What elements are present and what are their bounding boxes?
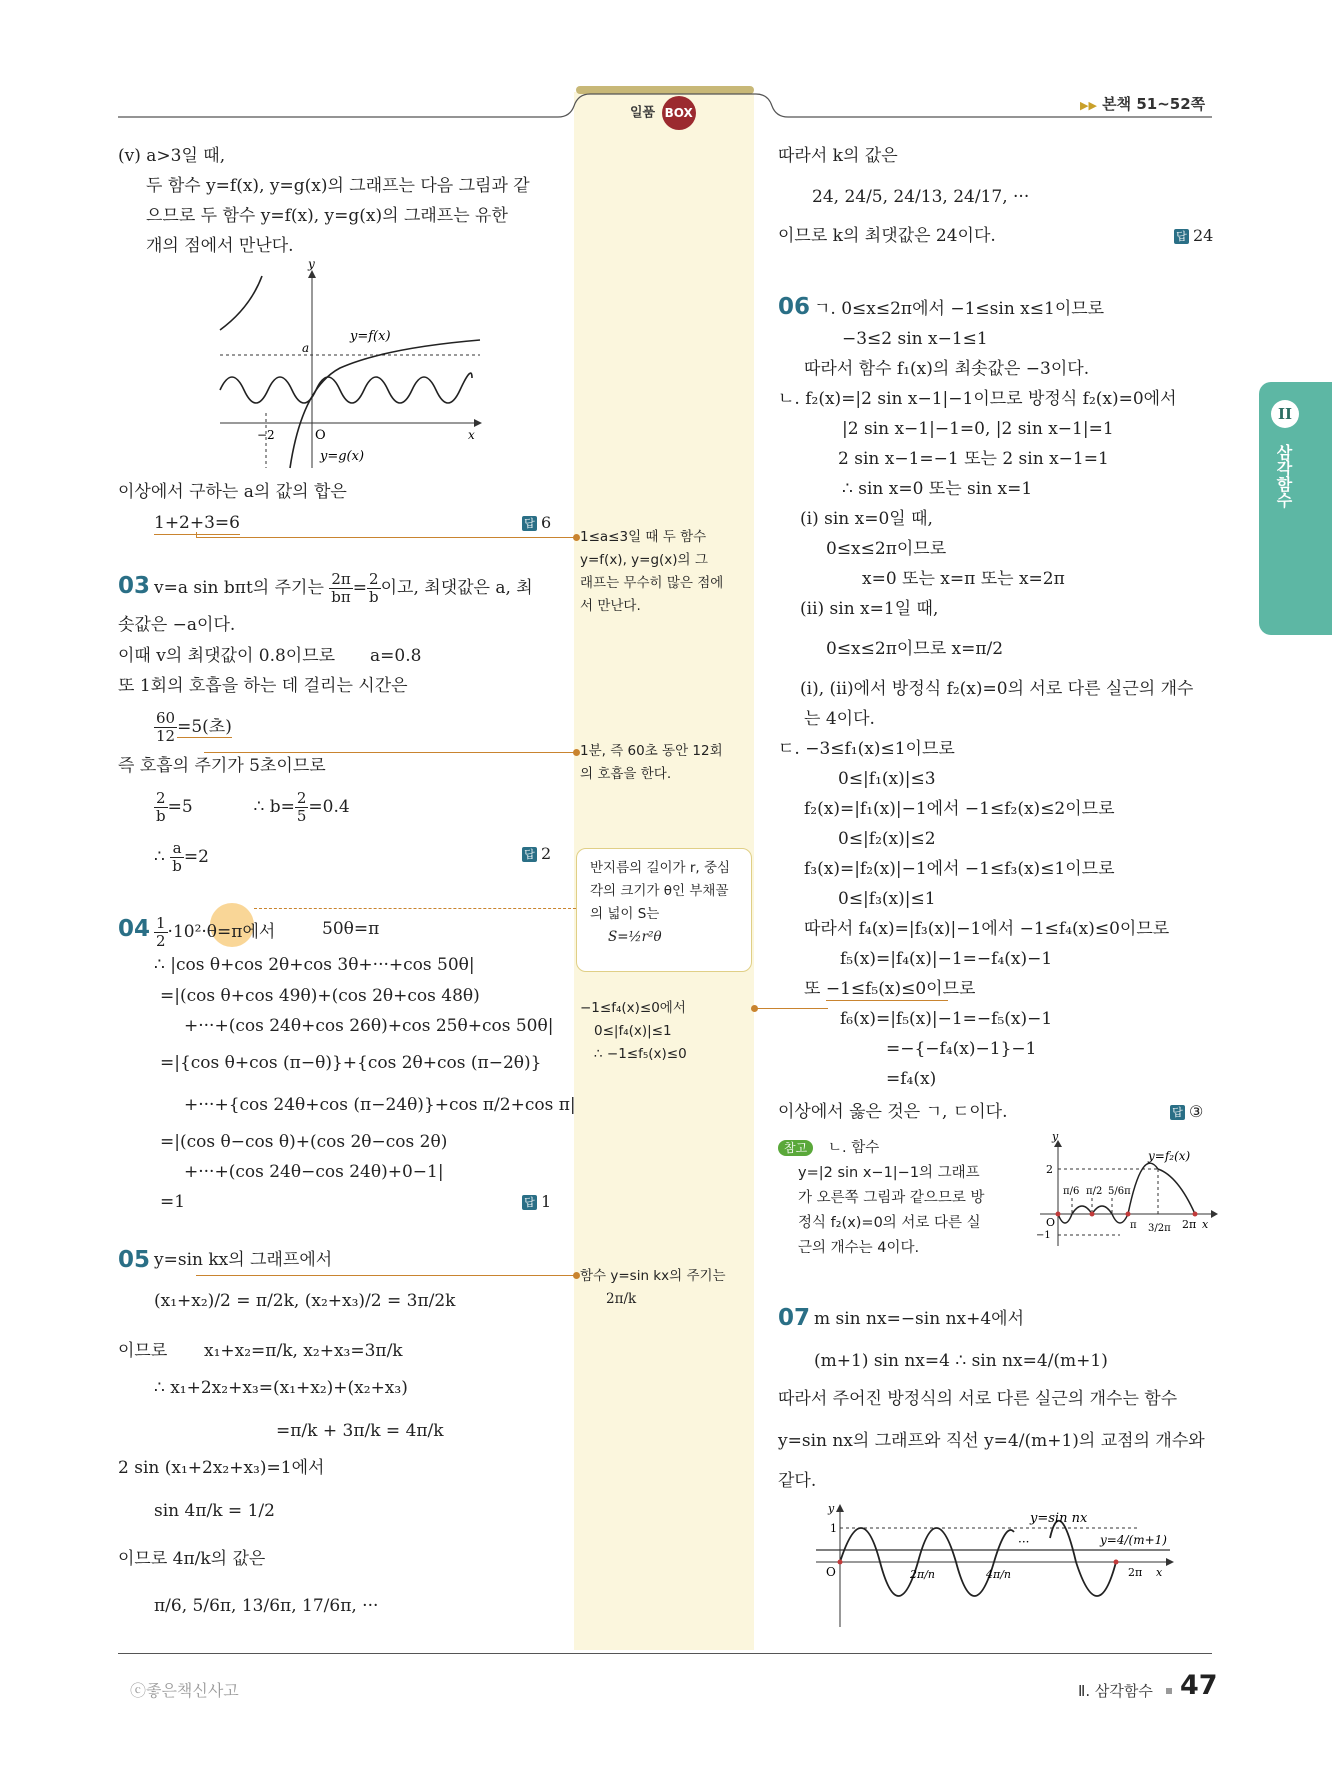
graph1-f: y=f(x) bbox=[350, 329, 391, 344]
graph2-5pi6: 5/6π bbox=[1108, 1186, 1131, 1197]
answer-04-val: 1 bbox=[541, 1192, 552, 1211]
p04-eq-1: ∴ |cos θ+cos 2θ+cos 3θ+···+cos 50θ| bbox=[154, 955, 475, 975]
graph1-g: y=g(x) bbox=[320, 449, 365, 464]
p03-f1n: 2π bbox=[329, 571, 352, 589]
p03-l8a: ∴ bbox=[154, 847, 165, 867]
graph3-one: 1 bbox=[830, 1522, 837, 1535]
note-3 bbox=[590, 857, 750, 949]
p03-l1a: v=a sin bπt의 주기는 bbox=[154, 578, 324, 598]
p03-line2: 솟값은 −a이다. bbox=[118, 615, 236, 635]
p06-l12: 0≤x≤2π이므로 x=π/2 bbox=[826, 639, 1004, 659]
problem-06-num: 06 bbox=[778, 294, 811, 320]
p06-l23: 또 −1≤f₅(x)≤0이므로 bbox=[804, 979, 976, 999]
footer-section: Ⅱ. 삼각함수 bbox=[1078, 1682, 1153, 1700]
note-tag: 참고 bbox=[778, 1140, 813, 1156]
connector-5 bbox=[754, 1008, 828, 1009]
p06-note-l1: ㄴ. 함수 bbox=[828, 1140, 880, 1156]
graph3-t3: 2π bbox=[1128, 1566, 1143, 1579]
note-1-l1: 1≤a≤3일 때 두 함수 bbox=[580, 529, 707, 545]
answer-06 bbox=[1170, 1102, 1203, 1121]
p05-line3b: x₁+x₂=π/k, x₂+x₃=3π/k bbox=[204, 1341, 403, 1361]
graph3-line: y=4/(m+1) bbox=[1100, 1533, 1167, 1547]
graph1-o: O bbox=[315, 428, 326, 443]
note-3-l4: S=½r²θ bbox=[608, 929, 662, 945]
graph3-y: y bbox=[828, 1502, 835, 1515]
p03-frac5 bbox=[295, 790, 309, 825]
graph2-x: x bbox=[1202, 1218, 1209, 1231]
answer-02-val: 6 bbox=[541, 513, 552, 532]
graph3-t2: 4π/n bbox=[986, 1568, 1012, 1581]
p05-line6: 2 sin (x₁+2x₂+x₃)=1에서 bbox=[118, 1458, 325, 1478]
problem-04-num: 04 bbox=[118, 916, 151, 942]
graph3-dots: ··· bbox=[1018, 1535, 1030, 1549]
p06-note-l2: y=|2 sin x−1|−1의 그래프 bbox=[798, 1165, 980, 1181]
connector-dot-4 bbox=[573, 1272, 580, 1279]
p05-line5: =π/k + 3π/k = 4π/k bbox=[276, 1421, 444, 1441]
p04-eq-6: =|(cos θ−cos θ)+(cos 2θ−cos 2θ) bbox=[160, 1132, 448, 1152]
p06-l24: f₆(x)=|f₅(x)|−1=−f₅(x)−1 bbox=[840, 1009, 1053, 1029]
p03-l7c: =0.4 bbox=[308, 797, 350, 817]
p03-line8 bbox=[154, 840, 209, 875]
graph2-two: 2 bbox=[1046, 1163, 1053, 1176]
connector-dot-5 bbox=[751, 1005, 758, 1012]
p03-l7a: =5 bbox=[167, 797, 193, 817]
note-3-l2: 각의 크기가 θ인 부채꼴 bbox=[590, 883, 729, 899]
note-4-l2: 0≤|f₄(x)|≤1 bbox=[594, 1023, 672, 1039]
graph3-o: O bbox=[826, 1565, 836, 1579]
p04-line1b: 50θ=π bbox=[322, 919, 380, 939]
p06-l5: |2 sin x−1|−1=0, |2 sin x−1|=1 bbox=[842, 419, 1114, 439]
footer-rule bbox=[118, 1653, 1212, 1654]
answer-icon: 답 bbox=[522, 516, 537, 531]
connector-1-v bbox=[196, 532, 197, 538]
p05-line1: y=sin kx의 그래프에서 bbox=[154, 1250, 333, 1270]
note-2-l2: 의 호흡을 한다. bbox=[580, 766, 672, 782]
double-arrow-icon: ▶▶ bbox=[1080, 99, 1097, 112]
p06-l25: =−{−f₄(x)−1}−1 bbox=[886, 1039, 1037, 1059]
graph3-sin: y=sin nx bbox=[1030, 1511, 1088, 1526]
v-case-3: 으므로 두 함수 y=f(x), y=g(x)의 그래프는 유한 bbox=[146, 206, 508, 226]
box-label bbox=[630, 96, 696, 130]
p04-fa-n: 1 bbox=[156, 914, 166, 932]
p04-eq-5: +···+{cos 24θ+cos (π−24θ)}+cos π/2+cos π| bbox=[184, 1095, 576, 1115]
problem-07-num: 07 bbox=[778, 1305, 811, 1331]
connector-4 bbox=[196, 1275, 576, 1276]
p06-l8: (i) sin x=0일 때, bbox=[800, 509, 933, 529]
note-5-l2: 2π/k bbox=[606, 1291, 637, 1307]
graph2-3pi2: 3/2π bbox=[1148, 1223, 1171, 1234]
r-top-1: 따라서 k의 값은 bbox=[778, 146, 898, 166]
problem-05-num: 05 bbox=[118, 1247, 151, 1273]
page-number: 47 bbox=[1180, 1670, 1218, 1701]
p03-line7 bbox=[154, 790, 350, 825]
problem-03-num: 03 bbox=[118, 573, 151, 599]
p03-f3d: 12 bbox=[156, 727, 176, 745]
p03-f1d: bπ bbox=[331, 588, 351, 606]
note-4-l1: −1≤f₄(x)≤0에서 bbox=[580, 1000, 686, 1016]
connector-2 bbox=[204, 752, 576, 753]
p03-frac2 bbox=[367, 571, 381, 606]
answer-05-val: 24 bbox=[1193, 226, 1214, 245]
p04-eq-4: =|{cos θ+cos (π−θ)}+{cos 2θ+cos (π−2θ)} bbox=[160, 1053, 542, 1073]
p06-l22: f₅(x)=|f₄(x)|−1=−f₄(x)−1 bbox=[840, 949, 1053, 969]
graph1-x: x bbox=[468, 428, 475, 442]
answer-03-val: 2 bbox=[541, 844, 552, 863]
p06-note-l3: 가 오른쪽 그림과 같으므로 방 bbox=[798, 1190, 985, 1206]
chapter-numeral: II bbox=[1271, 400, 1299, 428]
connector-3 bbox=[254, 908, 576, 909]
note-1-l4: 서 만난다. bbox=[580, 598, 641, 614]
p06-l20: 0≤|f₃(x)|≤1 bbox=[838, 889, 936, 909]
p05-line3a: 이므로 bbox=[118, 1341, 168, 1361]
p07-l2: (m+1) sin nx=4 ∴ sin nx=4/(m+1) bbox=[814, 1351, 1108, 1371]
p05-line8: 이므로 4π/k의 값은 bbox=[118, 1549, 266, 1569]
p06-l3: 따라서 함수 f₁(x)의 최솟값은 −3이다. bbox=[804, 359, 1090, 379]
p04-eq-3: +···+(cos 24θ+cos 26θ)+cos 25θ+cos 50θ| bbox=[184, 1016, 554, 1036]
p03-eq: = bbox=[352, 578, 368, 598]
footer-sep bbox=[1166, 1688, 1172, 1694]
graph2-pi2: π/2 bbox=[1086, 1186, 1103, 1197]
graph2-pi6: π/6 bbox=[1063, 1186, 1080, 1197]
answer-05 bbox=[1174, 226, 1213, 245]
note-4 bbox=[580, 997, 748, 1066]
note-1 bbox=[580, 526, 748, 618]
graph2-2pi: 2π bbox=[1182, 1218, 1197, 1231]
graph1-y: y bbox=[308, 257, 315, 271]
p03-line6: 즉 호흡의 주기가 5초이므로 bbox=[118, 756, 326, 776]
sum-eq: 1+2+3=6 bbox=[154, 513, 240, 533]
answer-icon: 답 bbox=[522, 847, 537, 862]
p06-l26: =f₄(x) bbox=[886, 1069, 937, 1089]
p03-frac4 bbox=[154, 790, 168, 825]
p07-l4: y=sin nx의 그래프와 직선 y=4/(m+1)의 교점의 개수와 bbox=[778, 1431, 1205, 1451]
p03-f5d: 5 bbox=[296, 807, 307, 825]
graph1-a: a bbox=[302, 341, 310, 355]
v-case-4: 개의 점에서 만난다. bbox=[146, 236, 294, 256]
sum-intro: 이상에서 구하는 a의 값의 합은 bbox=[118, 482, 347, 502]
p06-l27: 이상에서 옳은 것은 ㄱ, ㄷ이다. bbox=[778, 1102, 1008, 1122]
graph2-o: O bbox=[1046, 1216, 1056, 1229]
note-3-l3: 의 넓이 S는 bbox=[590, 906, 660, 922]
connector-1 bbox=[196, 537, 576, 538]
answer-06-val: ③ bbox=[1189, 1102, 1204, 1121]
answer-04 bbox=[522, 1192, 551, 1211]
p04-line1 bbox=[154, 915, 275, 950]
note-2 bbox=[580, 740, 748, 786]
p05-line2: (x₁+x₂)/2 = π/2k, (x₂+x₃)/2 = 3π/2k bbox=[154, 1291, 456, 1311]
p03-line3b: a=0.8 bbox=[370, 646, 422, 666]
p03-l1b: 이고, 최댓값은 a, 최 bbox=[380, 578, 533, 598]
p03-l7b: ∴ b= bbox=[253, 797, 295, 817]
p03-l8b: =2 bbox=[183, 847, 209, 867]
p06-l19: f₃(x)=|f₂(x)|−1에서 −1≤f₃(x)≤1이므로 bbox=[804, 859, 1115, 879]
p06-l6: 2 sin x−1=−1 또는 2 sin x−1=1 bbox=[838, 449, 1109, 469]
p03-f5n: 2 bbox=[296, 789, 307, 807]
note-5 bbox=[580, 1265, 748, 1311]
chapter-label: 삼각함수 bbox=[1274, 444, 1293, 508]
r-top-3: 이므로 k의 최댓값은 24이다. bbox=[778, 226, 996, 246]
page-ref-text: 본책 51~52쪽 bbox=[1102, 95, 1206, 113]
p03-f2d: b bbox=[369, 588, 379, 606]
p03-f4d: b bbox=[156, 807, 166, 825]
p06-l7: ∴ sin x=0 또는 sin x=1 bbox=[842, 479, 1033, 499]
r-top-2: 24, 24/5, 24/13, 24/17, ··· bbox=[812, 187, 1030, 207]
chapter-tab bbox=[1259, 382, 1332, 635]
p04-l1: ·10²·θ=π에서 bbox=[167, 922, 276, 942]
box-label-a: 일품 bbox=[630, 105, 656, 121]
p06-l17: f₂(x)=|f₁(x)|−1에서 −1≤f₂(x)≤2이므로 bbox=[804, 799, 1115, 819]
p06-l11: (ii) sin x=1일 때, bbox=[800, 599, 939, 619]
graph2-neg1: −1 bbox=[1036, 1230, 1051, 1241]
answer-icon: 답 bbox=[1174, 229, 1189, 244]
answer-03 bbox=[522, 844, 551, 863]
p05-line4: ∴ x₁+2x₂+x₃=(x₁+x₂)+(x₂+x₃) bbox=[154, 1378, 408, 1398]
p06-underline bbox=[826, 1000, 948, 1001]
graph3-t1: 2π/n bbox=[910, 1568, 936, 1581]
v-case-1: (v) a>3일 때, bbox=[118, 146, 226, 166]
connector-dot-1 bbox=[573, 534, 580, 541]
p05-line9: π/6, 5/6π, 13/6π, 17/6π, ··· bbox=[154, 1596, 379, 1616]
p06-l18: 0≤|f₂(x)|≤2 bbox=[838, 829, 936, 849]
p06-l21: 따라서 f₄(x)=|f₃(x)|−1에서 −1≤f₄(x)≤0이므로 bbox=[804, 919, 1170, 939]
answer-02 bbox=[522, 513, 551, 532]
p03-line1 bbox=[154, 571, 533, 606]
graph-sin bbox=[810, 1502, 1190, 1632]
p04-eq-8: =1 bbox=[160, 1192, 186, 1212]
p03-frac3 bbox=[154, 710, 177, 745]
p06-note-l5: 근의 개수는 4이다. bbox=[798, 1240, 920, 1256]
page-ref bbox=[1080, 93, 1205, 114]
p03-line4: 또 1회의 호흡을 하는 데 걸리는 시간은 bbox=[118, 676, 408, 696]
note-2-l1: 1분, 즉 60초 동안 12회 bbox=[580, 743, 723, 759]
graph-fg bbox=[210, 257, 490, 468]
p03-f6n: a bbox=[170, 840, 184, 858]
p03-l5: =5(초) bbox=[177, 717, 232, 737]
v-case-2: 두 함수 y=f(x), y=g(x)의 그래프는 다음 그림과 같 bbox=[146, 176, 530, 196]
p04-eq-7: +···+(cos 24θ−cos 24θ)+0−1| bbox=[184, 1162, 444, 1182]
answer-icon: 답 bbox=[522, 1195, 537, 1210]
p06-l16: 0≤|f₁(x)|≤3 bbox=[838, 769, 936, 789]
p07-l3: 따라서 주어진 방정식의 서로 다른 실근의 개수는 함수 bbox=[778, 1389, 1178, 1409]
graph2-pi: π bbox=[1130, 1220, 1137, 1231]
p06-l10: x=0 또는 x=π 또는 x=2π bbox=[862, 569, 1065, 589]
p03-f2n: 2 bbox=[367, 571, 381, 589]
p03-f6d: b bbox=[172, 857, 182, 875]
note-4-l3: ∴ −1≤f₅(x)≤0 bbox=[594, 1046, 687, 1062]
p03-f4n: 2 bbox=[154, 790, 168, 808]
graph-f2 bbox=[1030, 1130, 1220, 1266]
p07-l5: 같다. bbox=[778, 1471, 817, 1491]
note-3-l1: 반지름의 길이가 r, 중심 bbox=[590, 860, 731, 876]
p06-l9: 0≤x≤2π이므로 bbox=[826, 539, 947, 559]
p04-fa-d: 2 bbox=[156, 932, 166, 950]
p03-frac1 bbox=[329, 571, 352, 606]
p07-l1: m sin nx=−sin nx+4에서 bbox=[814, 1309, 1025, 1329]
graph1-neg2: −2 bbox=[257, 428, 275, 442]
graph2-f: y=f₂(x) bbox=[1148, 1149, 1191, 1163]
p06-note-l4: 정식 f₂(x)=0의 서로 다른 실 bbox=[798, 1215, 981, 1231]
note-1-l3: 래프는 무수히 많은 점에 bbox=[580, 575, 724, 591]
p03-frac6 bbox=[170, 840, 184, 875]
graph2-y: y bbox=[1052, 1130, 1059, 1143]
p06-l2: −3≤2 sin x−1≤1 bbox=[842, 329, 988, 349]
p06-l15: ㄷ. −3≤f₁(x)≤1이므로 bbox=[778, 739, 955, 759]
p06-l14: 는 4이다. bbox=[804, 709, 875, 729]
p06-l4: ㄴ. f₂(x)=|2 sin x−1|−1이므로 방정식 f₂(x)=0에서 bbox=[778, 389, 1177, 409]
answer-icon: 답 bbox=[1170, 1105, 1185, 1120]
connector-dot-2 bbox=[573, 749, 580, 756]
p04-frac-a bbox=[154, 915, 168, 950]
graph3-x: x bbox=[1156, 1566, 1163, 1579]
note-1-l2: y=f(x), y=g(x)의 그 bbox=[580, 552, 708, 568]
p03-f3n: 60 bbox=[156, 709, 176, 727]
p05-line7: sin 4π/k = 1/2 bbox=[154, 1501, 275, 1521]
footer-publisher: ⓒ좋은책신사고 bbox=[130, 1681, 239, 1700]
p06-l13: (i), (ii)에서 방정식 f₂(x)=0의 서로 다른 실근의 개수 bbox=[800, 679, 1194, 699]
p04-eq-2: =|(cos θ+cos 49θ)+(cos 2θ+cos 48θ) bbox=[160, 986, 480, 1006]
p03-line3a: 이때 v의 최댓값이 0.8이므로 bbox=[118, 646, 336, 666]
note-5-l1: 함수 y=sin kx의 주기는 bbox=[580, 1268, 726, 1284]
p03-line5 bbox=[154, 710, 232, 745]
p06-l1: ㄱ. 0≤x≤2π에서 −1≤sin x≤1이므로 bbox=[814, 299, 1105, 319]
p06-note bbox=[798, 1136, 985, 1261]
box-badge: BOX bbox=[662, 96, 696, 130]
